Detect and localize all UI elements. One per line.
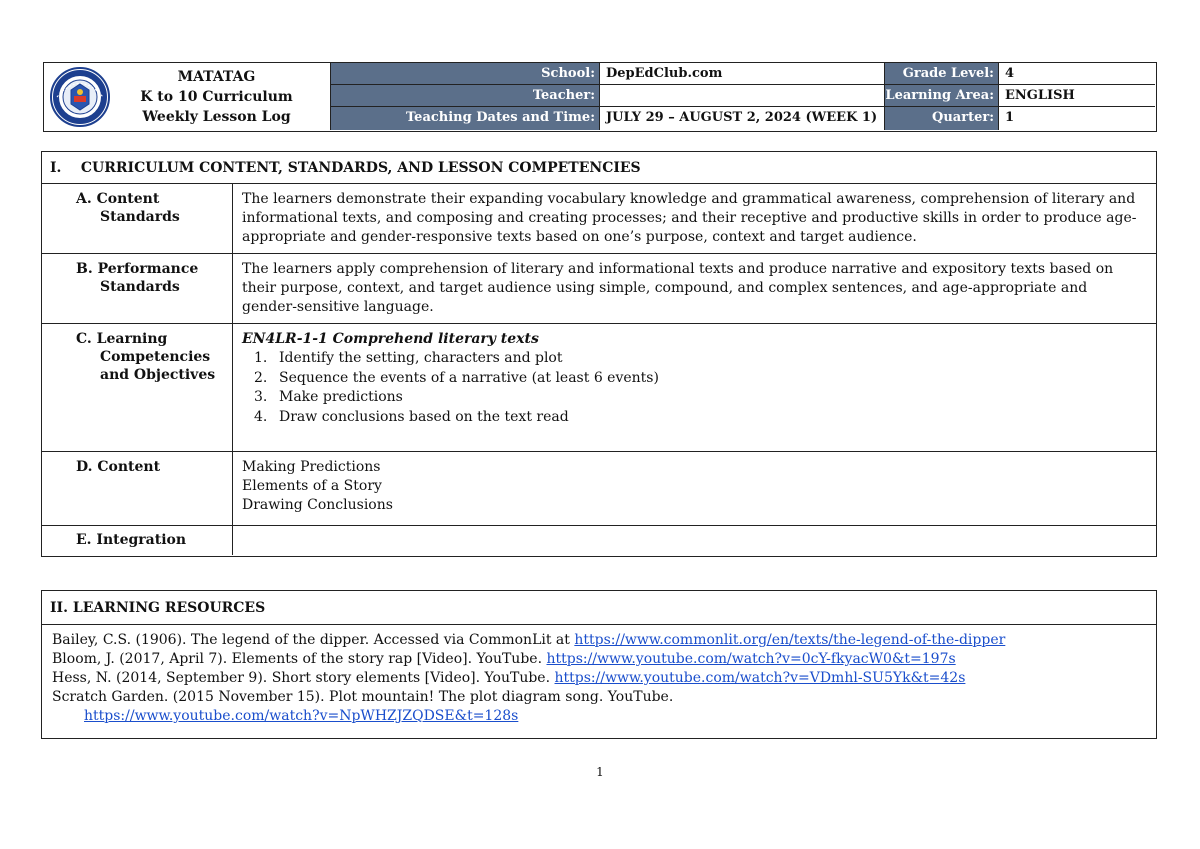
teaching-dates-value: JULY 29 – AUGUST 2, 2024 (WEEK 1) — [599, 107, 884, 130]
reference-link[interactable]: https://www.commonlit.org/en/texts/the-legend-of-the-dipper — [574, 632, 1006, 648]
school-value: DepEdClub.com — [599, 63, 884, 84]
header-row-school — [331, 63, 1155, 85]
references-list — [52, 631, 1142, 726]
header-row-teacher — [331, 85, 1155, 107]
quarter-label: Quarter: — [884, 107, 998, 130]
performance-standards-row — [42, 254, 1156, 324]
reference-item-continuation — [52, 707, 1142, 726]
content-standards-row — [42, 184, 1156, 254]
reference-text: Bailey, C.S. (1906). The legend of the dipper. Accessed via CommonLit at — [52, 632, 575, 648]
competencies-row — [42, 324, 1156, 452]
content-topic: Drawing Conclusions — [242, 497, 393, 513]
content-label: D. Content — [42, 452, 233, 525]
school-label: School: — [331, 63, 599, 84]
learning-area-value: ENGLISH — [998, 85, 1155, 106]
reference-text: Bloom, J. (2017, April 7). Elements of the story rap [Video]. YouTube. — [52, 651, 547, 667]
competencies-label — [42, 324, 233, 451]
reference-item — [52, 631, 1142, 650]
header-line-1: MATATAG — [177, 69, 256, 85]
lesson-log-header — [43, 62, 1157, 132]
objective-text: Make predictions — [279, 389, 403, 405]
content-topics — [242, 458, 1142, 515]
objective-text: Draw conclusions based on the text read — [279, 408, 569, 425]
reference-text: Hess, N. (2014, September 9). Short story elements [Video]. YouTube. — [52, 670, 555, 686]
competencies-label-line-1: C. Learning — [76, 331, 168, 347]
teaching-dates-label: Teaching Dates and Time: — [331, 107, 599, 130]
learning-area-label: Learning Area: — [884, 85, 998, 106]
performance-standards-label-line-2: Standards — [100, 279, 180, 295]
content-standards-label — [42, 184, 233, 253]
competencies-body — [242, 330, 1142, 427]
competency-title: EN4LR-1-1 Comprehend literary texts — [242, 331, 539, 347]
integration-label: E. Integration — [42, 526, 233, 555]
objective-item — [242, 369, 1142, 389]
header-title-block — [44, 63, 331, 130]
reference-item — [52, 650, 1142, 669]
competencies-label-line-2: Competencies — [100, 349, 211, 365]
content-standards-label-line-2: Standards — [100, 209, 180, 225]
objective-number: 2. — [254, 369, 268, 386]
objective-text: Sequence the events of a narrative (at least 6 events) — [279, 369, 659, 386]
curriculum-content-table — [41, 151, 1157, 557]
performance-standards-label — [42, 254, 233, 323]
header-title-lines — [114, 67, 319, 127]
reference-link[interactable]: https://www.youtube.com/watch?v=VDmhl-SU5Yk&t=42s — [554, 670, 966, 686]
objective-item — [242, 349, 1142, 369]
content-standards-text: The learners demonstrate their expanding vocabulary knowledge and grammatical awareness, comprehension of literary and informational texts, and composing and creating processes; and their receptive and productive skills in order to produce age-appropriate and gender-responsive texts based on one’s purpose, context and target audience. — [242, 191, 1137, 245]
reference-link[interactable]: https://www.youtube.com/watch?v=NpWHZJZQDSE&t=128s — [84, 708, 519, 724]
performance-standards-label-line-1: B. Performance — [76, 261, 199, 277]
reference-item — [52, 669, 1142, 688]
objective-number: 3. — [254, 389, 268, 405]
objective-text: Identify the setting, characters and plot — [279, 350, 563, 366]
section-2-title: II. LEARNING RESOURCES — [42, 591, 1156, 625]
content-topic: Making Predictions — [242, 459, 381, 475]
teacher-value — [599, 85, 884, 106]
teacher-label: Teacher: — [331, 85, 599, 106]
objective-item — [242, 408, 1142, 428]
objectives-list — [242, 349, 1142, 427]
objective-number: 1. — [254, 350, 268, 366]
reference-text: Scratch Garden. (2015 November 15). Plot mountain! The plot diagram song. YouTube. — [52, 689, 674, 705]
header-line-2: K to 10 Curriculum — [140, 89, 293, 105]
quarter-value: 1 — [998, 107, 1155, 130]
learning-resources-table — [41, 590, 1157, 739]
performance-standards-text: The learners apply comprehension of literary and informational texts and produce narrative and expository texts based on their purpose, context, and target audience using simple, compound, and complex sentences, and age-appropriate and gender-sensitive language. — [242, 261, 1114, 315]
header-line-3: Weekly Lesson Log — [142, 109, 291, 125]
competencies-label-line-3: and Objectives — [100, 367, 216, 383]
grade-level-label: Grade Level: — [884, 63, 998, 84]
header-row-dates — [331, 107, 1155, 130]
objective-number: 4. — [254, 408, 268, 425]
content-topic: Elements of a Story — [242, 478, 382, 494]
content-row — [42, 452, 1156, 526]
section-1-title: I. CURRICULUM CONTENT, STANDARDS, AND LESSON COMPETENCIES — [42, 152, 1156, 184]
reference-link[interactable]: https://www.youtube.com/watch?v=0cY-fkyacW0&t=197s — [546, 651, 956, 667]
objective-item — [242, 388, 1142, 408]
grade-level-value: 4 — [998, 63, 1155, 84]
page-number: 1 — [596, 765, 604, 779]
deped-seal-icon — [49, 66, 111, 128]
header-info-grid — [331, 63, 1155, 130]
content-standards-label-line-1: A. Content — [76, 191, 160, 207]
reference-item — [52, 688, 1142, 707]
integration-row — [42, 526, 1156, 555]
